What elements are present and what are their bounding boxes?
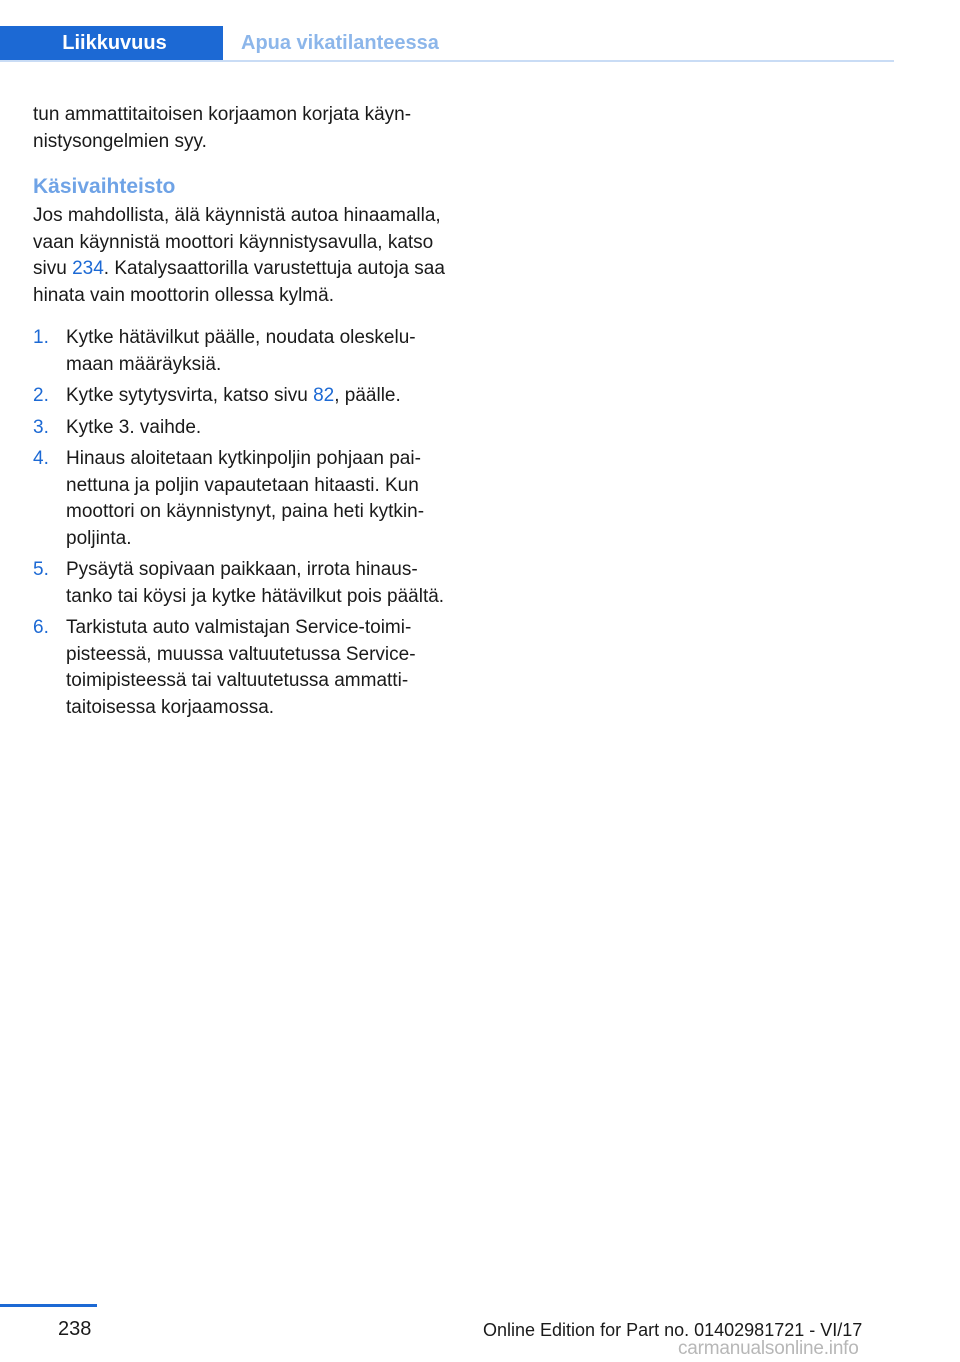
step-text: Tarkistuta auto valmistajan Service-toimipisteessä, muussa valtuutetussa Service-toimipisteessä tai valtuutetussa ammattitaitoisessa korjaamossa. xyxy=(66,617,416,718)
page-link-234[interactable]: 234 xyxy=(72,258,104,279)
step-number: 6. xyxy=(33,617,49,638)
step-text: Kytke 3. vaihde. xyxy=(66,416,202,438)
step-item xyxy=(33,415,453,442)
step-number: 4. xyxy=(33,448,49,469)
step-text-start: Kytke sytytysvirta, katso sivu xyxy=(66,385,314,406)
intro-paragraph: tun ammattitaitoisen korjaamon korjata käynnistysongelmien syy. xyxy=(33,104,412,152)
step-number: 1. xyxy=(33,327,49,348)
main-content xyxy=(33,102,453,726)
step-text xyxy=(66,385,401,406)
site-watermark: carmanualsonline.info xyxy=(678,1338,859,1359)
subsection-tab-apua-vikatilanteessa[interactable]: Apua vikatilanteessa xyxy=(241,32,439,54)
section-tab-liikkuvuus[interactable]: Liikkuvuus xyxy=(0,26,223,60)
page-link-82[interactable]: 82 xyxy=(313,385,335,406)
step-item xyxy=(33,383,453,410)
step-number: 5. xyxy=(33,559,49,580)
step-text: Hinaus aloitetaan kytkinpoljin pohjaan painettuna ja poljin vapautetaan hitaasti. Kun moottori on käynnistynyt, paina heti kytkinpoljinta. xyxy=(66,448,425,549)
lead-paragraph xyxy=(33,203,453,309)
edition-note: Online Edition for Part no. 01402981721 - VI/17 xyxy=(483,1320,863,1340)
page-header xyxy=(0,0,894,62)
step-item xyxy=(33,446,453,552)
step-text-end: , päälle. xyxy=(334,385,401,406)
step-item xyxy=(33,615,453,721)
step-number: 2. xyxy=(33,385,49,406)
steps-list xyxy=(33,325,453,721)
page-number: 238 xyxy=(58,1318,92,1340)
header-rule xyxy=(0,60,894,62)
step-text: Pysäytä sopivaan paikkaan, irrota hinaustanko tai köysi ja kytke hätävilkut pois päältä. xyxy=(66,559,445,607)
section-heading: Käsivaihteisto xyxy=(33,175,176,198)
step-text: Kytke hätävilkut päälle, noudata oleskelumaan määräyksiä. xyxy=(66,327,416,375)
step-number: 3. xyxy=(33,416,49,438)
step-item xyxy=(33,325,453,378)
step-item xyxy=(33,557,453,610)
lead-text-start: Jos mahdollista, älä käynnistä autoa hinaamalla, vaan käynnistä moottori käynnistysavulla, katso sivu xyxy=(33,205,441,279)
footer-rule xyxy=(0,1304,97,1307)
lead-text-end: . Katalysaattorilla varustettuja autoja saa hinata vain moottorin ollessa kylmä. xyxy=(33,258,445,306)
